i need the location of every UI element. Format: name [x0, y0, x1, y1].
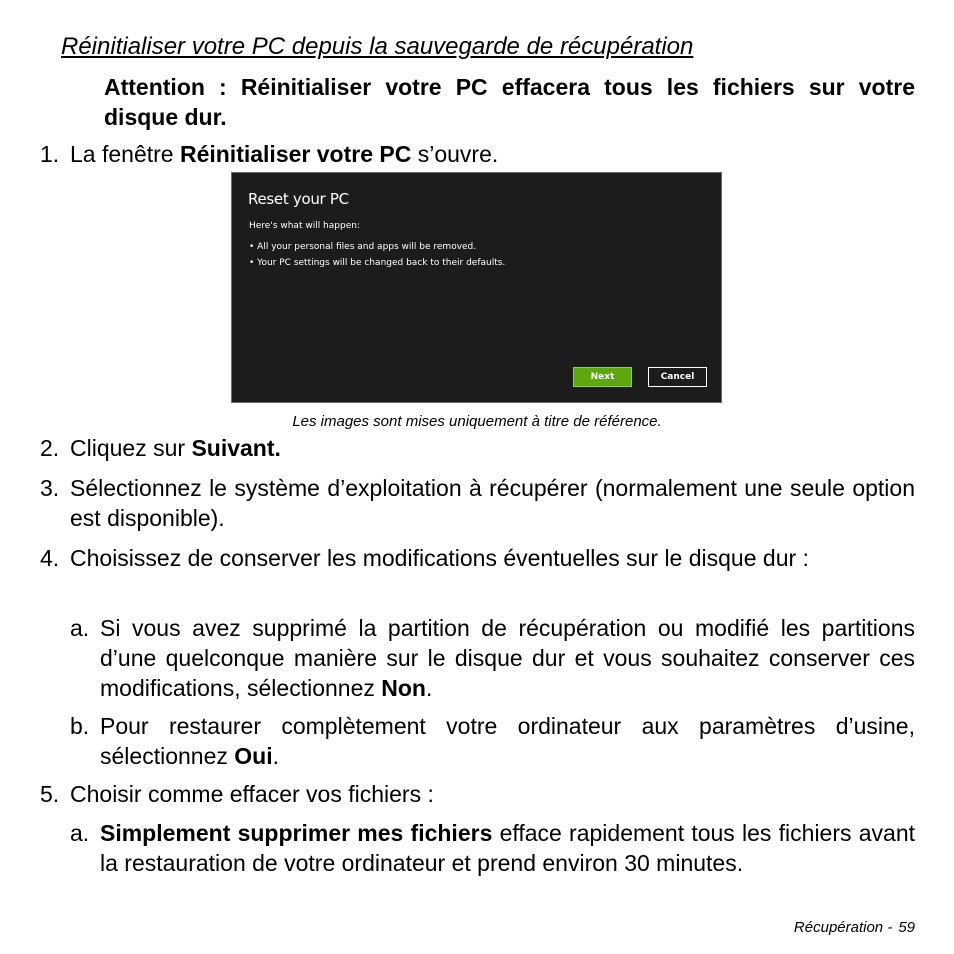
- step-text: [100, 711, 915, 771]
- step-text-pre: Si vous avez supprimé la partition de récupération ou modifié les partitions d’une quelconque manière sur le disque dur et vous souhaitez conserver ces modifications, sélectionnez: [100, 615, 915, 701]
- step-text: Sélectionnez le système d’exploitation à récupérer (normalement une seule option est disponible).: [70, 475, 915, 531]
- step-text: [70, 139, 915, 169]
- step-number: 3.: [40, 475, 60, 501]
- step-text: Choisissez de conserver les modifications éventuelles sur le disque dur :: [70, 545, 809, 571]
- step-number: a.: [70, 615, 90, 641]
- step-1: [40, 139, 915, 169]
- step-text-post: .: [425, 675, 433, 701]
- step-text-bold: Suivant.: [191, 435, 281, 461]
- step-number: 4.: [40, 545, 60, 571]
- step-text-pre: Pour restaurer complètement votre ordinateur aux paramètres d’usine, sélectionnez: [100, 713, 915, 769]
- step-number: 5.: [40, 781, 60, 807]
- step-text-post: s’ouvre.: [411, 141, 499, 167]
- warning-text: Attention : Réinitialiser votre PC effacera tous les fichiers sur votre disque dur.: [104, 74, 915, 130]
- step-text-pre: La fenêtre: [70, 141, 180, 167]
- step-4: [40, 543, 915, 573]
- step-text-bold: Simplement supprimer mes fichiers: [100, 820, 493, 846]
- step-number: 2.: [40, 435, 60, 461]
- step-text-pre: Cliquez sur: [70, 435, 192, 461]
- step-3: [40, 473, 915, 533]
- step-number: a.: [70, 820, 90, 846]
- step-number: 1.: [40, 141, 60, 167]
- cancel-button[interactable]: Cancel: [648, 367, 707, 387]
- step-text-post: .: [272, 743, 279, 769]
- step-4a: [70, 613, 915, 703]
- step-5: [40, 779, 915, 809]
- step-text: Choisir comme effacer vos fichiers :: [70, 781, 434, 807]
- page-number: 59: [898, 919, 915, 936]
- step-5a: [70, 818, 915, 878]
- step-2: [40, 433, 915, 463]
- image-caption: Les images sont mises uniquement à titre de référence.: [292, 413, 662, 430]
- dialog-bullet: • Your PC settings will be changed back to their defaults.: [249, 258, 506, 268]
- step-text-post: efface rapidement tous les fichiers avant la restauration de votre ordinateur et prend environ 30 minutes.: [100, 820, 915, 876]
- page-footer: [794, 919, 915, 936]
- step-text-bold: Non: [381, 675, 426, 701]
- reset-pc-dialog-screenshot: [231, 172, 722, 403]
- dialog-bullet: • All your personal files and apps will be removed.: [249, 242, 477, 252]
- step-text: [100, 613, 915, 703]
- step-4b: [70, 711, 915, 771]
- step-text-bold: Oui: [234, 743, 273, 769]
- step-text: [100, 818, 915, 878]
- dialog-title: Reset your PC: [248, 190, 349, 208]
- dialog-subtitle: Here's what will happen:: [249, 221, 360, 231]
- step-number: b.: [70, 713, 90, 739]
- footer-section: Récupération -: [793, 919, 893, 936]
- next-button[interactable]: Next: [573, 367, 632, 387]
- step-text: [70, 433, 915, 463]
- step-text-bold: Réinitialiser votre PC: [179, 141, 412, 167]
- section-title: Réinitialiser votre PC depuis la sauvegarde de récupération: [61, 33, 694, 60]
